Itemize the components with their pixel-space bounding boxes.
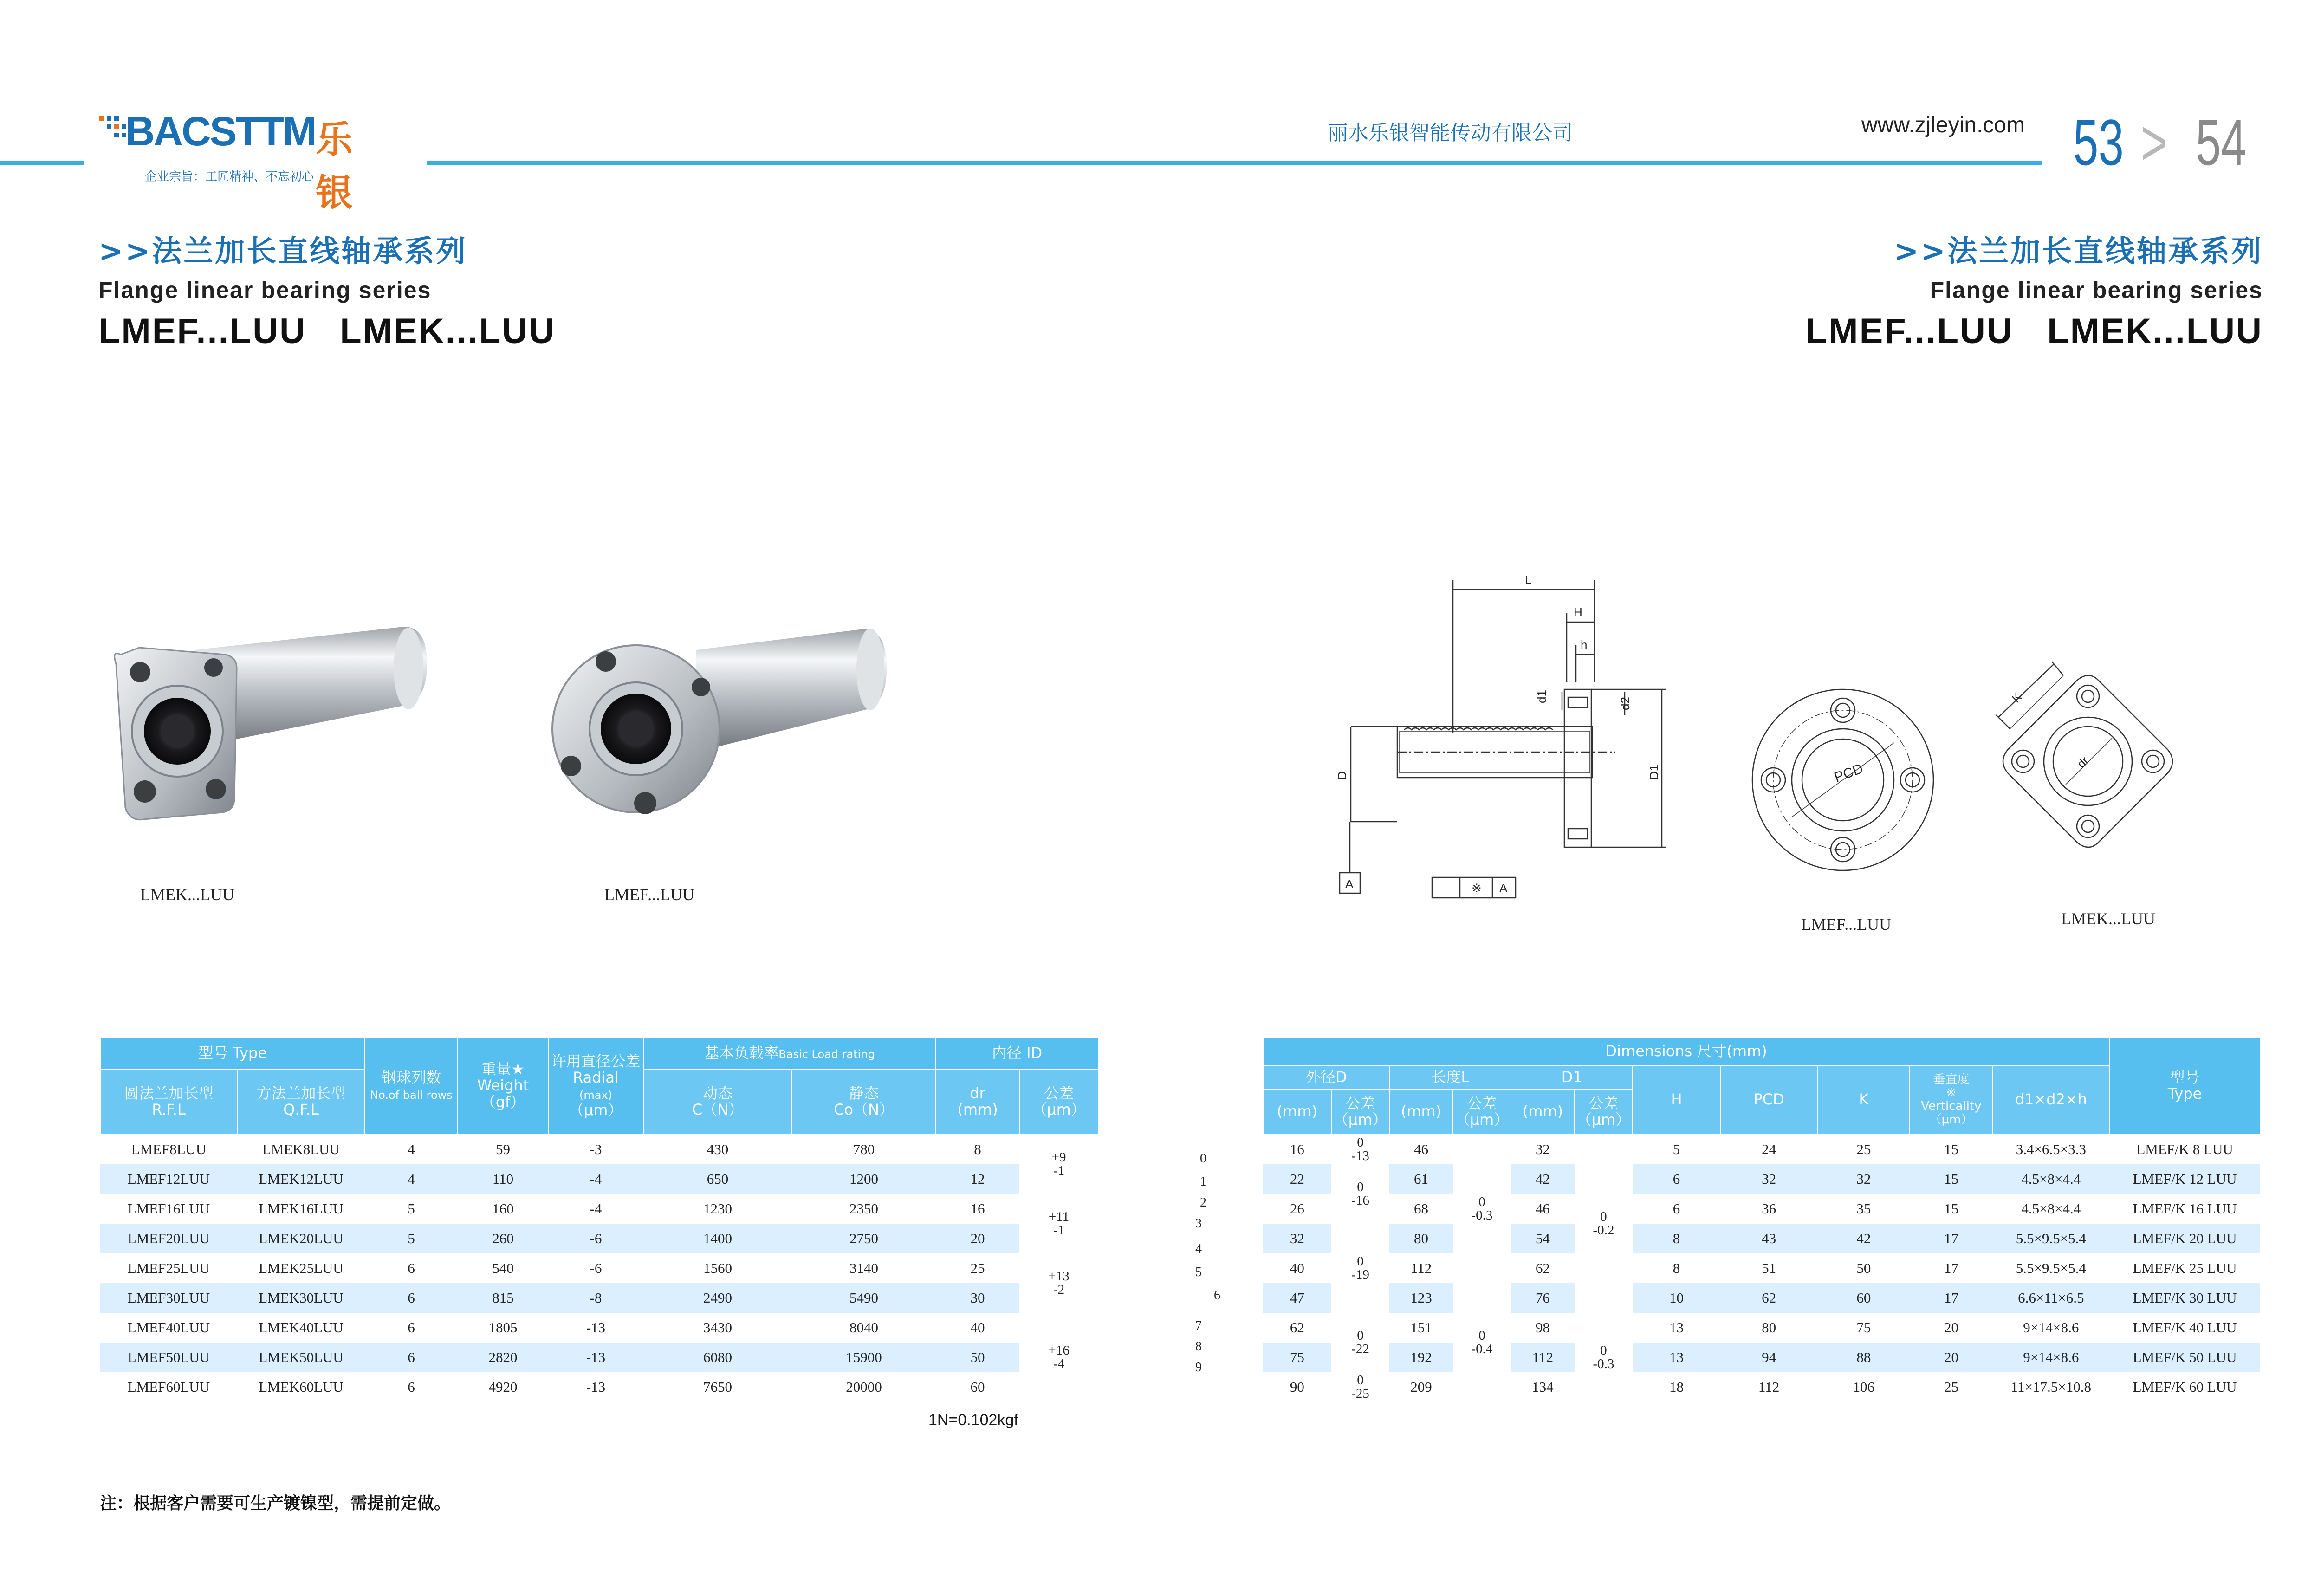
header-d1-tolerance: 公差 （μm） — [1575, 1090, 1633, 1134]
table-row: 90 0 -25 209 134 18 112 106 25 11×17.5×10.8 LMEF/K 60 LUU — [1290, 1373, 2237, 1401]
row-number: 7 — [1195, 1318, 1202, 1333]
header-d1-mm: (mm) — [1511, 1090, 1574, 1134]
d1-tolerance-cell: 0 -0.3 — [1575, 1313, 1633, 1402]
technical-drawing — [1328, 562, 2210, 933]
datum-label-A-2: A — [1499, 881, 1508, 895]
table-row: LMEF16LUU LMEK16LUU 5 160 -4 1230 2350 16 +11 -1 — [100, 1194, 1098, 1224]
id-tolerance-cell: +9 -1 — [1019, 1134, 1098, 1194]
d1-tolerance-cell: 0 -0.2 — [1575, 1134, 1633, 1313]
header-type: 型号 Type — [2109, 1038, 2260, 1134]
header-PCD: PCD — [1720, 1065, 1818, 1134]
slogan: 企业宗旨：工匠精神、不忘初心 — [145, 170, 314, 184]
round-flange-bearing-photo — [552, 629, 887, 814]
len-tolerance-cell: 0 -0.4 — [1453, 1283, 1511, 1402]
left-title-cn: >>法兰加长直线轴承系列 — [98, 234, 468, 269]
dim-label-K: K — [2009, 689, 2025, 706]
square-flange-front-view — [1996, 662, 2172, 847]
row-number: 6 — [1214, 1288, 1220, 1303]
header-dr: dr (mm) — [936, 1069, 1019, 1134]
right-title-model: LMEF...LUU LMEK...LUU — [1805, 311, 2263, 351]
header-verticality: 垂直度 ※ Verticality （μm） — [1910, 1065, 1992, 1134]
header-rule-left — [0, 161, 84, 165]
side-view-drawing — [1340, 580, 1666, 898]
row-number: 3 — [1195, 1216, 1202, 1231]
header-len-mm: (mm) — [1389, 1090, 1452, 1134]
header-dimensions: Dimensions 尺寸(mm) — [1263, 1038, 2109, 1065]
table-row: 62 0 -22 151 98 0 -0.3 13 80 75 20 9×14×8.6 LMEF/K 40 LUU — [1263, 1313, 2260, 1343]
od-tolerance-cell: 0 -25 — [1331, 1372, 1390, 1402]
header-len-tolerance: 公差 （μm） — [1453, 1090, 1511, 1134]
table-row: 16 0 -13 46 0 -0.3 32 0 -0.2 5 24 25 15 3.4×6.5×3.3 LMEF/K 8 LUU — [1263, 1134, 2260, 1164]
header-load-rating: 基本负载率Basic Load rating — [643, 1038, 936, 1069]
dimensions-table — [1263, 1037, 2261, 1402]
right-title-cn: >>法兰加长直线轴承系列 — [1893, 234, 2263, 269]
header-weight: 重量★ Weight （gf） — [458, 1038, 548, 1134]
table-row: 75 192 112 13 94 88 20 9×14×8.6 LMEF/K 50 LUU — [1263, 1343, 2260, 1372]
datum-label-A: A — [1345, 877, 1354, 891]
dim-label-H: H — [1574, 605, 1582, 619]
row-number: 4 — [1195, 1242, 1202, 1256]
od-tolerance-cell: 0 -22 — [1331, 1313, 1390, 1372]
id-tolerance-cell: +11 -1 — [1019, 1194, 1098, 1253]
dim-label-PCD: PCD — [1832, 761, 1865, 785]
header-od-tolerance: 公差 （μm） — [1331, 1090, 1390, 1134]
header-length: 长度L — [1389, 1065, 1511, 1090]
drawing-caption-round: LMEF...LUU — [1801, 915, 1892, 934]
dim-label-d1: d1 — [1535, 690, 1549, 703]
product-photos — [102, 613, 914, 873]
header-qfl: 方法兰加长型 Q.F.L — [237, 1069, 365, 1134]
right-title-en: Flange linear bearing series — [1930, 277, 2263, 303]
verticality-symbol: ※ — [1472, 881, 1482, 895]
table-row: LMEF60LUU LMEK60LUU 6 4920 -13 7650 20000 60 — [127, 1379, 985, 1395]
photo-caption-square: LMEK...LUU — [140, 885, 234, 904]
id-tolerance-cell: +16 -4 — [1019, 1313, 1098, 1402]
dim-label-D1: D1 — [1647, 764, 1661, 780]
header-ball-rows: 钢球列数 No.of ball rows — [365, 1038, 458, 1134]
header-static: 静态 Co（N） — [792, 1069, 936, 1134]
footer-note: 注：根据客户需要可生产镀镍型，需提前定做。 — [100, 1494, 451, 1513]
bearing-load-table — [100, 1037, 1099, 1402]
header-d1d2h: d1×d2×h — [1993, 1065, 2110, 1134]
row-number: 5 — [1195, 1265, 1202, 1279]
table-row: LMEF30LUU LMEK30LUU 6 815 -8 2490 5490 30 — [100, 1283, 1098, 1313]
table-row: LMEF25LUU LMEK25LUU 6 540 -6 1560 3140 25 +13 -2 — [100, 1253, 1098, 1283]
photo-caption-round: LMEF...LUU — [604, 885, 695, 904]
table-row: LMEF8LUU LMEK8LUU 4 59 -3 430 780 8 +9 -1 — [100, 1134, 1098, 1164]
header-rfl: 圆法兰加长型 R.F.L — [100, 1069, 237, 1134]
od-tolerance-cell: 0 -16 — [1331, 1164, 1390, 1224]
header-K: K — [1817, 1065, 1910, 1134]
table-row: LMEF40LUU LMEK40LUU 6 1805 -13 3430 8040 40 +16 -4 — [100, 1313, 1098, 1343]
logo-cn: 乐银 — [316, 118, 353, 214]
row-number: 8 — [1195, 1339, 1202, 1354]
table-row: 22 0 -16 61 42 6 32 32 15 4.5×8×4.4 LMEF/K 12 LUU — [1263, 1164, 2260, 1194]
page-number-right: 54 — [2196, 106, 2247, 179]
table-row: 47 123 0 -0.4 76 10 62 60 17 6.6×11×6.5 LMEF/K 30 LUU — [1263, 1283, 2260, 1313]
header-H: H — [1633, 1065, 1720, 1134]
dim-label-h: h — [1581, 638, 1588, 652]
header-inner-diameter: 内径 ID — [936, 1038, 1098, 1069]
dim-label-dr: dr — [2075, 754, 2091, 771]
header-d1: D1 — [1511, 1065, 1633, 1090]
dim-label-D: D — [1335, 771, 1349, 780]
table-row: 40 112 62 8 51 50 17 5.5×9.5×5.4 LMEF/K 25 LUU — [1290, 1260, 2237, 1276]
left-title-model: LMEF...LUU LMEK...LUU — [98, 311, 556, 351]
square-flange-bearing-photo — [115, 627, 427, 820]
dim-label-d2: d2 — [1618, 697, 1632, 710]
header-od-mm: (mm) — [1263, 1090, 1331, 1134]
table-row: LMEF20LUU LMEK20LUU 5 260 -6 1400 2750 20 — [100, 1224, 1098, 1253]
header-dynamic: 动态 C（N） — [643, 1069, 792, 1134]
table-row: LMEF50LUU LMEK50LUU 6 2820 -13 6080 15900 50 — [100, 1343, 1098, 1372]
header-rule-main — [427, 161, 2042, 165]
page-number-separator: > — [2141, 106, 2168, 179]
id-tolerance-cell: +13 -2 — [1019, 1253, 1098, 1313]
header-radial-tolerance: 许用直径公差 Radial (max) （μm） — [548, 1038, 643, 1134]
od-tolerance-cell: 0 -19 — [1331, 1224, 1390, 1313]
logo-text: BACSTTM — [125, 108, 316, 154]
row-number: 9 — [1195, 1360, 1202, 1375]
website[interactable]: www.zjleyin.com — [1861, 113, 2025, 137]
drawing-caption-square: LMEK...LUU — [2061, 909, 2155, 928]
header-id-tolerance: 公差 （μm） — [1019, 1069, 1098, 1134]
row-number: 1 — [1200, 1174, 1206, 1189]
table-row: 32 0 -19 80 54 8 43 42 17 5.5×9.5×5.4 LMEF/K 20 LUU — [1263, 1224, 2260, 1253]
unit-note: 1N=0.102kgf — [928, 1411, 1018, 1429]
page-number-left: 53 — [2073, 106, 2124, 179]
row-number: 2 — [1200, 1195, 1206, 1210]
dim-label-L: L — [1525, 573, 1532, 587]
row-number: 0 — [1200, 1151, 1206, 1166]
company-name: 丽水乐银智能传动有限公司 — [1328, 121, 1573, 145]
od-tolerance-cell: 0 -13 — [1331, 1134, 1390, 1164]
left-title-en: Flange linear bearing series — [98, 277, 432, 303]
len-tolerance-cell: 0 -0.3 — [1453, 1134, 1511, 1283]
table-row: 26 68 46 6 36 35 15 4.5×8×4.4 LMEF/K 16 LUU — [1290, 1200, 2237, 1217]
table-row: LMEF12LUU LMEK12LUU 4 110 -4 650 1200 12 — [100, 1164, 1098, 1194]
header-outer-diameter: 外径D — [1263, 1065, 1389, 1090]
header-type: 型号 Type — [100, 1038, 365, 1069]
